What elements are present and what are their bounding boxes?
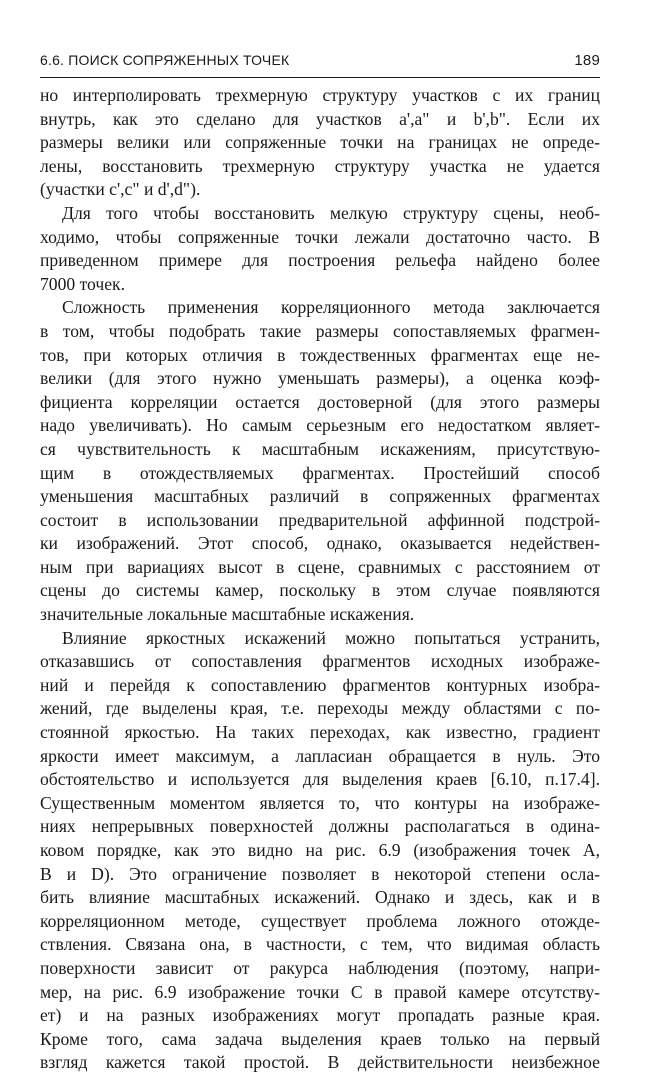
text-line: велики (для этого нужно уменьшать размеры), а оценка коэф- — [40, 368, 600, 389]
text-line: (участки c',c" и d',d"). — [40, 179, 201, 200]
text-line: фициента корреляции остается достоверной (для этого размеры — [40, 391, 600, 412]
text-line: Влияние яркостных искажений можно попытаться устранить, — [62, 627, 600, 648]
text-line: размеры велики или сопряженные точки на границах не опреде- — [40, 132, 600, 153]
text-line: корреляционном методе, существует проблема ложного отожде- — [40, 910, 600, 931]
text-line: ходимо, чтобы сопряженные точки лежали достаточно часто. В — [40, 226, 600, 247]
text-line: значительные локальные масштабные искажения. — [40, 604, 415, 625]
section-title: 6.6. ПОИСК СОПРЯЖЕННЫХ ТОЧЕК — [40, 52, 290, 68]
paragraph-2 — [40, 202, 600, 296]
running-head — [40, 52, 600, 74]
text-line: ковом порядке, как это видно на рис. 6.9 (изображения точек A, — [40, 840, 600, 860]
text-line: мер, на рис. 6.9 изображение точки C в правой камере отсутству- — [40, 981, 600, 1002]
text-line: в том, чтобы подобрать такие размеры сопоставляемых фрагмен- — [40, 320, 600, 341]
text-line: ки изображений. Этот способ, однако, оказывается недействен- — [40, 533, 600, 554]
text-line: поверхности зависит от ракурса наблюдения (поэтому, напри- — [40, 957, 600, 978]
text-line: но интерполировать трехмерную структуру участков с их границ — [40, 85, 600, 105]
page-number: 189 — [574, 52, 600, 69]
text-line: тов, при которых отличия в тождественных фрагментах еще не- — [40, 344, 600, 365]
text-line: ний и перейдя к сопоставлению фрагментов контурных изобра- — [40, 674, 600, 695]
text-line: ет) и на разных изображениях могут пропадать разные края. — [40, 1005, 600, 1026]
text-line: стоянной яркостью. На таких переходах, как известно, градиент — [40, 722, 600, 743]
text-line: бить влияние масштабных искажений. Однако и здесь, как и в — [40, 887, 600, 908]
paragraph-3 — [40, 296, 600, 626]
text-line: приведенном примере для построения рельефа найдено более — [40, 250, 600, 271]
text-line: Кроме того, сама задача выделения краев только на первый — [40, 1028, 600, 1049]
text-line: обстоятельство и используется для выделения краев [6.10, п.17.4]. — [40, 769, 600, 790]
text-line: внутрь, как это сделано для участков a',a" и b',b". Если их — [40, 108, 600, 129]
header-rule — [40, 77, 600, 78]
text-line: Существенным моментом является то, что контуры на изображе- — [40, 792, 600, 813]
paragraph-4 — [40, 627, 600, 1075]
text-line: B и D). Это ограничение позволяет в некоторой степени осла- — [40, 863, 600, 884]
text-line: ниях непрерывных поверхностей должны располагаться в одина- — [40, 816, 600, 837]
text-line: яркости имеет максимум, а лапласиан обращается в нуль. Это — [40, 745, 600, 766]
text-line: ся чувствительность к масштабным искажениям, присутствую- — [40, 438, 600, 459]
text-line: щим в отождествляемых фрагментах. Простейший способ — [40, 462, 600, 483]
book-page — [40, 0, 600, 1073]
page-body — [40, 84, 600, 1075]
text-line: взгляд кажется такой простой. В действительности неизбежное — [40, 1052, 600, 1073]
text-line: жений, где выделены края, т.е. переходы между областями с по- — [40, 698, 600, 719]
text-line: уменьшения масштабных различий в сопряженных фрагментах — [40, 486, 600, 507]
text-line: лены, восстановить трехмерную структуру участка не удается — [40, 155, 600, 176]
text-line: 7000 точек. — [40, 273, 125, 294]
text-line: надо увеличивать). Но самым серьезным его недостатком являет- — [40, 415, 600, 436]
text-line: Для того чтобы восстановить мелкую структуру сцены, необ- — [62, 202, 600, 223]
text-line: сцены до системы камер, поскольку в этом случае появляются — [40, 580, 600, 601]
text-line: ствления. Связана она, в частности, с тем, что видимая область — [40, 934, 600, 955]
text-line: отказавшись от сопоставления фрагментов исходных изображе- — [40, 651, 600, 672]
text-line: Сложность применения корреляционного метода заключается — [62, 297, 600, 318]
text-line: состоит в использовании предварительной аффинной подстрой- — [40, 509, 600, 530]
text-line: ным при вариациях высот в сцене, сравнимых с расстоянием от — [40, 556, 600, 577]
paragraph-1 — [40, 84, 600, 202]
